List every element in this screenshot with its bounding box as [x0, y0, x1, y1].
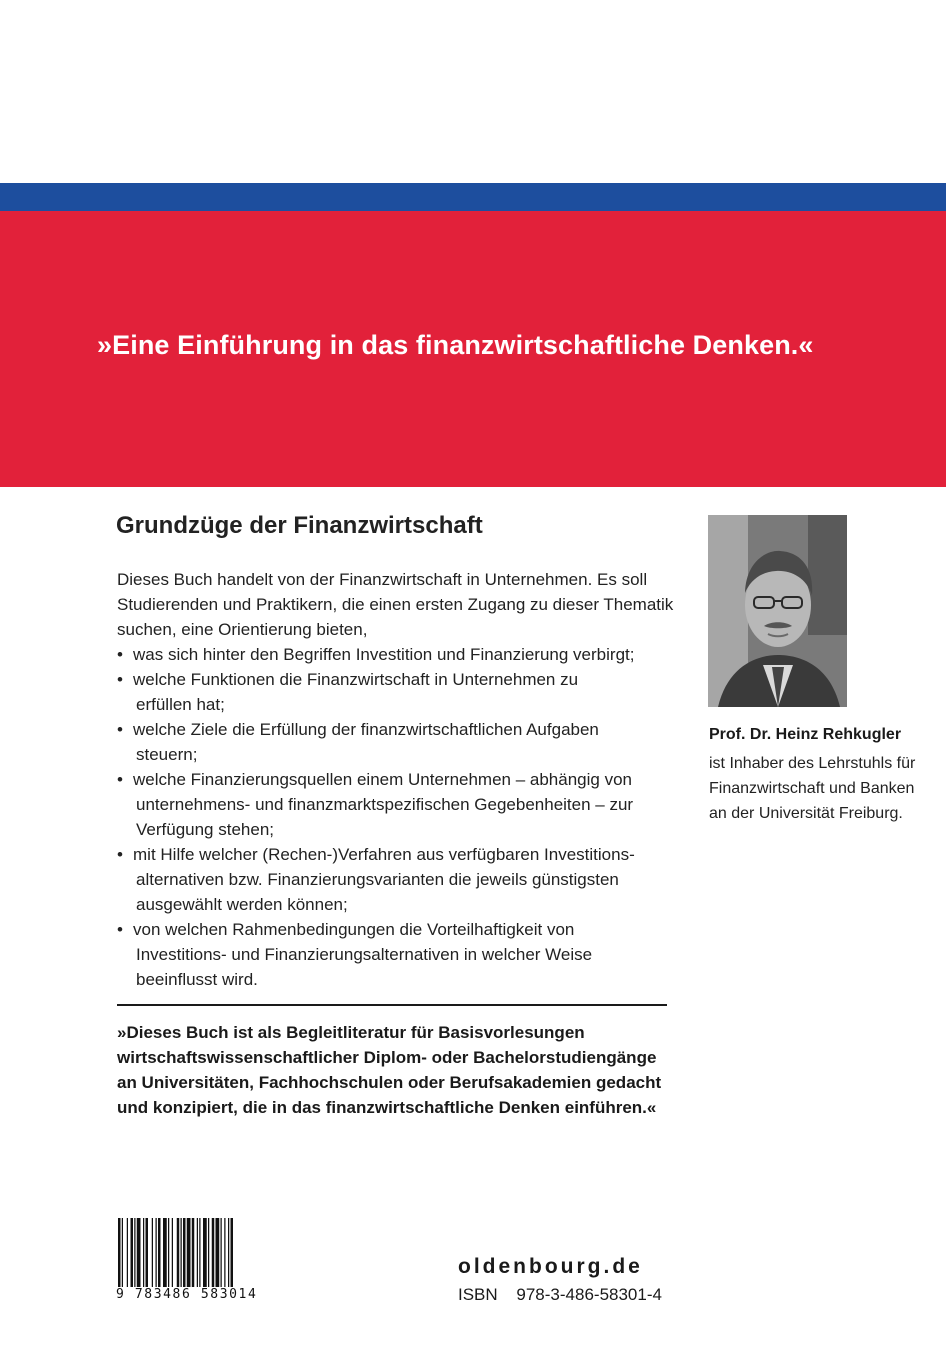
- intro-paragraph: Dieses Buch handelt von der Finanzwirtschaft in Unternehmen. Es soll Studierenden und Praktikern, die einen ersten Zugang zu dieser Thematik suchen, eine Orientierung bieten,: [117, 570, 674, 639]
- bullet-text: welche Finanzierungsquellen einem Unternehmen – abhängig von: [133, 770, 632, 789]
- quote-paragraph: »Dieses Buch ist als Begleitliteratur für Basisvorlesungen wirtschaftswissenschaftlicher Diplom- oder Bachelorstudiengänge an Universitäten, Fachhochschulen oder Berufsakademien gedacht und konzipiert, die in das finanzwirtschaftliche Denken einführen.«: [117, 1023, 662, 1117]
- list-item: [117, 917, 677, 992]
- publisher-url: oldenbourg.de: [458, 1255, 643, 1278]
- barcode-digits: 9 783486 583014: [116, 1287, 276, 1302]
- bullet-symbol: •: [117, 845, 123, 864]
- bullet-symbol: •: [117, 670, 123, 689]
- bullet-text: welche Funktionen die Finanzwirtschaft in Unternehmen zu: [133, 670, 579, 689]
- bullet-text-continued: steuern;: [136, 745, 198, 764]
- bullet-text: mit Hilfe welcher (Rechen-)Verfahren aus verfügbaren Investitions-: [133, 845, 635, 864]
- book-title: Grundzüge der Finanzwirtschaft: [116, 512, 483, 539]
- list-item: [117, 667, 677, 717]
- isbn: ISBN 978-3-486-58301-4: [458, 1285, 662, 1304]
- bullet-text-continued: alternativen bzw. Finanzierungsvarianten die jeweils günstigsten ausgewählt werden können;: [136, 870, 619, 914]
- author-name: Prof. Dr. Heinz Rehkugler: [709, 726, 902, 743]
- blue-band: [0, 183, 946, 211]
- bullet-symbol: •: [117, 920, 123, 939]
- portrait-image: [708, 515, 847, 707]
- bullet-symbol: •: [117, 720, 123, 739]
- divider: [117, 1004, 667, 1006]
- bullet-text: von welchen Rahmenbedingungen die Vorteilhaftigkeit von: [133, 920, 575, 939]
- bullet-symbol: •: [117, 645, 123, 664]
- bullet-text-continued: Investitions- und Finanzierungsalternativen in welcher Weise beeinflusst wird.: [136, 945, 593, 989]
- bullet-text-continued: erfüllen hat;: [136, 695, 225, 714]
- bullet-text: was sich hinter den Begriffen Investition und Finanzierung verbirgt;: [133, 645, 635, 664]
- author-bio: ist Inhaber des Lehrstuhls für Finanzwirtschaft und Banken an der Universität Freiburg.: [709, 755, 916, 822]
- tagline: »Eine Einführung in das finanzwirtschaftliche Denken.«: [97, 330, 814, 360]
- list-item: [117, 642, 677, 667]
- author-photo: [708, 515, 847, 707]
- list-item: [117, 717, 677, 767]
- list-item: [117, 842, 677, 917]
- bullet-symbol: •: [117, 770, 123, 789]
- bullet-text: welche Ziele die Erfüllung der finanzwirtschaftlichen Aufgaben: [133, 720, 599, 739]
- bullet-list: [117, 642, 677, 992]
- list-item: [117, 767, 677, 842]
- bullet-text-continued: unternehmens- und finanzmarktspezifischen Gegebenheiten – zur Verfügung stehen;: [136, 795, 634, 839]
